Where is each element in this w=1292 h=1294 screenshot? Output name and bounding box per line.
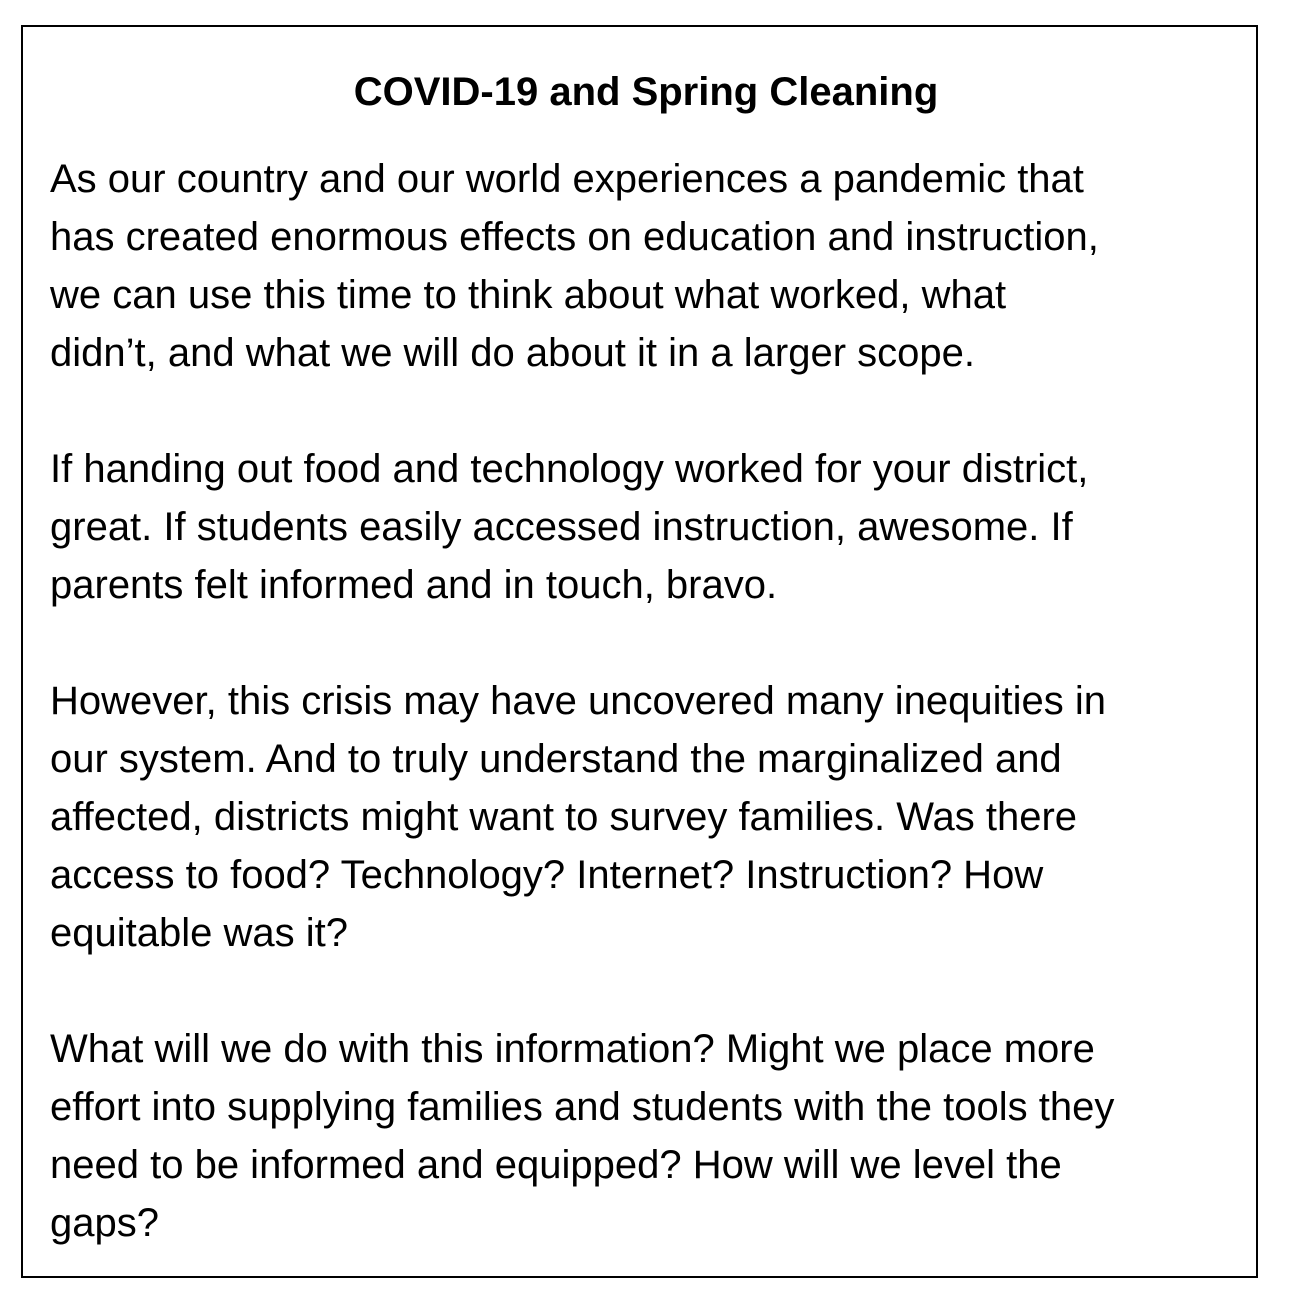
paragraph-line: If handing out food and technology worked for your district,: [50, 447, 1089, 491]
paragraph-line: our system. And to truly understand the marginalized and: [50, 737, 1062, 781]
paragraph-line: has created enormous effects on education and instruction,: [50, 215, 1099, 259]
paragraph-line: didn’t, and what we will do about it in a larger scope.: [50, 331, 975, 375]
paragraph-line: However, this crisis may have uncovered many inequities in: [50, 679, 1107, 723]
paragraph-2: [50, 440, 1250, 614]
paragraph-4: [50, 1020, 1250, 1252]
paragraph-line: What will we do with this information? Might we place more: [50, 1027, 1095, 1071]
document-title: COVID-19 and Spring Cleaning: [353, 70, 939, 114]
paragraph-line: gaps?: [50, 1201, 159, 1245]
paragraph-line: great. If students easily accessed instruction, awesome. If: [50, 505, 1073, 549]
paragraph-line: we can use this time to think about what worked, what: [50, 273, 1007, 317]
paragraph-line: effort into supplying families and students with the tools they: [50, 1085, 1115, 1129]
paragraph-line: As our country and our world experiences a pandemic that: [50, 157, 1084, 201]
paragraph-3: [50, 672, 1250, 962]
paragraph-line: parents felt informed and in touch, bravo.: [50, 563, 778, 607]
paragraph-line: access to food? Technology? Internet? Instruction? How: [50, 853, 1044, 897]
paragraph-1: [50, 150, 1250, 382]
paragraph-line: need to be informed and equipped? How will we level the: [50, 1143, 1062, 1187]
paragraph-line: affected, districts might want to survey families. Was there: [50, 795, 1078, 839]
paragraph-line: equitable was it?: [50, 911, 348, 955]
